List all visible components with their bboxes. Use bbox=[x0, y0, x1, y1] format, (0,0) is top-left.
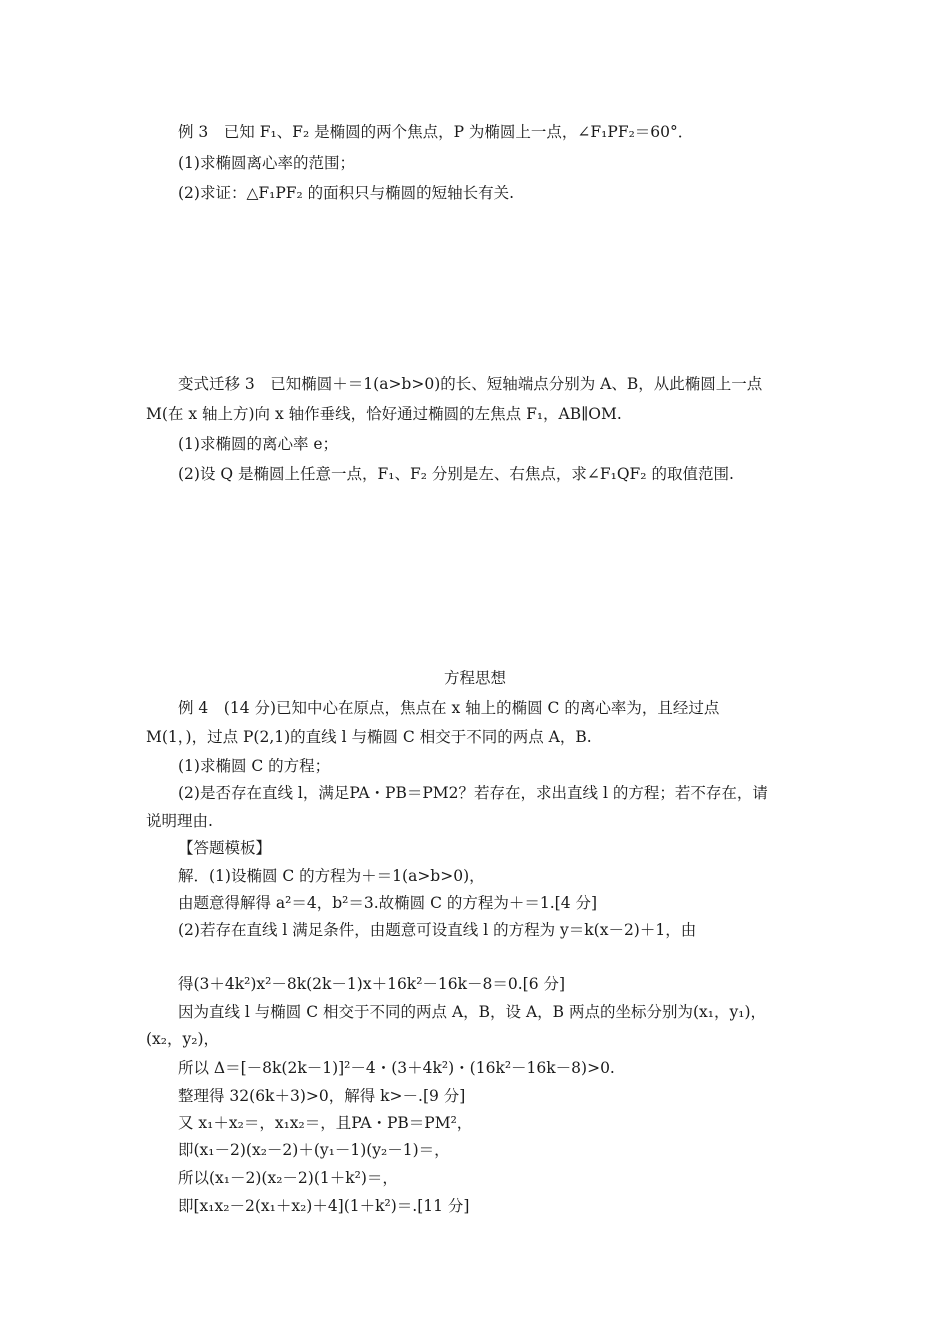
example4-question-2-line-1: (2)是否存在直线 l，满足PA・PB＝PM2？若存在，求出直线 l 的方程；若不存在，请 bbox=[178, 784, 768, 802]
solution-line: 得(3＋4k²)x²－8k(2k－1)x＋16k²－16k－8＝0.[6 分] bbox=[178, 975, 566, 993]
example3-question-1: (1)求椭圆离心率的范围； bbox=[178, 154, 355, 172]
solution-line: (x₂，y₂)， bbox=[146, 1030, 220, 1048]
solution-line: (2)若存在直线 l 满足条件，由题意可设直线 l 的方程为 y＝k(x－2)＋1，由 bbox=[178, 921, 697, 939]
solution-line: 所以(x₁－2)(x₂－2)(1＋k²)＝， bbox=[178, 1169, 398, 1187]
example3-title: 例 3 已知 F₁、F₂ 是椭圆的两个焦点，P 为椭圆上一点，∠F₁PF₂＝60°． bbox=[178, 123, 694, 141]
solution-line: 因为直线 l 与椭圆 C 相交于不同的两点 A，B，设 A，B 两点的坐标分别为(x₁，y₁)， bbox=[178, 1003, 766, 1021]
example4-question-1: (1)求椭圆 C 的方程； bbox=[178, 757, 331, 775]
variant3-question-2: (2)设 Q 是椭圆上任意一点，F₁、F₂ 分别是左、右焦点，求∠F₁QF₂ 的取值范围. bbox=[178, 465, 734, 483]
solution-line: 整理得 32(6k＋3)>0，解得 k>－.[9 分] bbox=[178, 1087, 466, 1105]
solution-line: 又 x₁＋x₂＝，x₁x₂＝，且PA・PB＝PM²， bbox=[178, 1114, 473, 1132]
section-heading: 方程思想 bbox=[443, 669, 506, 687]
example4-question-2-line-2: 说明理由. bbox=[146, 812, 213, 830]
solution-line: 解．(1)设椭圆 C 的方程为＋＝1(a>b>0)， bbox=[178, 867, 485, 885]
example4-line-2: M(1，)，过点 P(2,1)的直线 l 与椭圆 C 相交于不同的两点 A，B. bbox=[146, 728, 592, 746]
example3-question-2: (2)求证：△F₁PF₂ 的面积只与椭圆的短轴长有关. bbox=[178, 184, 515, 202]
variant3-question-1: (1)求椭圆的离心率 e； bbox=[178, 435, 339, 453]
solution-line: 所以 Δ＝[－8k(2k－1)]²－4・(3＋4k²)・(16k²－16k－8)>0. bbox=[178, 1059, 615, 1077]
variant3-line-2: M(在 x 轴上方)向 x 轴作垂线，恰好通过椭圆的左焦点 F₁，AB∥OM. bbox=[146, 405, 622, 423]
answer-template-heading: 【答题模板】 bbox=[178, 839, 272, 857]
solution-line: 即[x₁x₂－2(x₁＋x₂)＋4](1＋k²)＝.[11 分] bbox=[178, 1197, 470, 1215]
solution-line: 即(x₁－2)(x₂－2)＋(y₁－1)(y₂－1)＝， bbox=[178, 1141, 450, 1159]
example4-line-1: 例 4 (14 分)已知中心在原点，焦点在 x 轴上的椭圆 C 的离心率为，且经过点 bbox=[178, 699, 720, 717]
variant3-line-1: 变式迁移 3 已知椭圆＋＝1(a>b>0)的长、短轴端点分别为 A、B，从此椭圆上一点 bbox=[178, 375, 763, 393]
solution-line: 由题意得解得 a²＝4，b²＝3.故椭圆 C 的方程为＋＝1.[4 分] bbox=[178, 894, 598, 912]
